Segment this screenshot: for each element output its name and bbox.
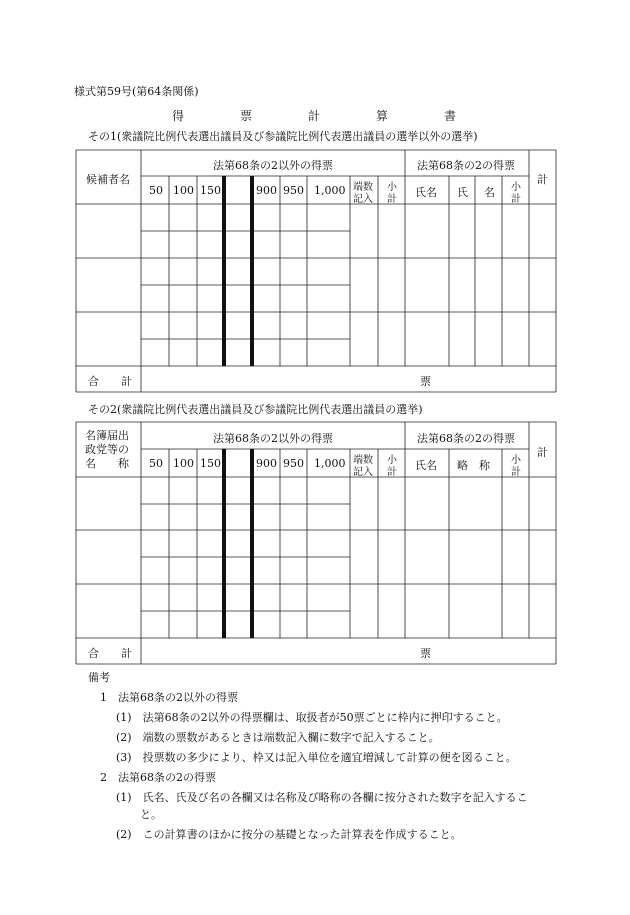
t2-col-b-subtotal-l2: 計 xyxy=(511,467,521,478)
t2-header-party-l3: 名 称 xyxy=(85,457,129,470)
note-2: 2 法第68条の2の得票 xyxy=(100,771,216,784)
t1-col-givenname: 名 xyxy=(484,186,495,199)
t2-col-950: 950 xyxy=(283,457,304,470)
t1-footer-label: 合 計 xyxy=(88,375,132,388)
t1-col-50: 50 xyxy=(149,184,163,197)
note-2-2: (2) この計算書のほかに按分の基礎となった計算表を作成すること。 xyxy=(116,828,462,841)
t1-col-surname: 氏 xyxy=(457,186,468,199)
t2-col-150: 150 xyxy=(200,457,221,470)
t1-col-900: 900 xyxy=(256,184,277,197)
t2-col-subtotal-l2: 計 xyxy=(387,467,397,478)
t2-col-fullname: 氏名 xyxy=(415,459,437,472)
t1-col-subtotal-l2: 計 xyxy=(387,194,397,205)
t1-header-group-b: 法第68条の2の得票 xyxy=(417,159,515,172)
t1-col-fullname: 氏名 xyxy=(415,186,437,199)
t2-header-party-l1: 名簿届出 xyxy=(85,429,129,442)
t1-col-fraction-l1: 端数 xyxy=(353,182,373,193)
section2-caption: その2(衆議院比例代表選出議員及び参議院比例代表選出議員の選挙) xyxy=(88,403,423,416)
note-2-1: (1) 氏名、氏及び名の各欄又は名称及び略称の各欄に按分された数字を記入するこ xyxy=(116,791,528,804)
t2-col-fraction-l2: 記入 xyxy=(353,467,373,478)
t1-col-150: 150 xyxy=(200,184,221,197)
t2-footer-unit: 票 xyxy=(420,647,431,660)
t2-col-100: 100 xyxy=(173,457,194,470)
note-1-3: (3) 投票数の多少により、枠又は記入単位を適宜増減して計算の便を図ること。 xyxy=(116,751,517,764)
t2-footer-label: 合 計 xyxy=(88,647,132,660)
document-title: 得 票 計 算 書 xyxy=(171,109,478,123)
t1-col-100: 100 xyxy=(173,184,194,197)
t2-header-group-b: 法第68条の2の得票 xyxy=(417,432,515,445)
t2-col-fraction-l1: 端数 xyxy=(353,455,373,466)
t2-col-1000: 1,000 xyxy=(314,457,346,470)
t1-col-fraction-l2: 記入 xyxy=(353,194,373,205)
t1-header-candidate: 候補者名 xyxy=(86,173,130,186)
t1-col-b-subtotal-l2: 計 xyxy=(511,194,521,205)
notes-heading: 備考 xyxy=(88,671,110,684)
t2-col-b-subtotal-l1: 小 xyxy=(511,455,521,466)
t1-col-subtotal-l1: 小 xyxy=(387,182,397,193)
t1-col-1000: 1,000 xyxy=(314,184,346,197)
t2-col-900: 900 xyxy=(256,457,277,470)
note-1-2: (2) 端数の票数があるときは端数記入欄に数字で記入すること。 xyxy=(116,731,440,744)
t1-col-b-subtotal-l1: 小 xyxy=(511,182,521,193)
t2-col-subtotal-l1: 小 xyxy=(387,455,397,466)
note-1-1: (1) 法第68条の2以外の得票欄は、取扱者が50票ごとに枠内に押印すること。 xyxy=(116,711,508,724)
t2-header-group-a: 法第68条の2以外の得票 xyxy=(213,432,333,445)
form-number: 様式第59号(第64条関係) xyxy=(74,85,199,98)
section1-caption: その1(衆議院比例代表選出議員及び参議院比例代表選出議員の選挙以外の選挙) xyxy=(88,130,478,143)
t2-col-abbrev: 略 称 xyxy=(457,459,490,472)
t1-header-total: 計 xyxy=(537,173,548,186)
note-2-1-cont: と。 xyxy=(140,808,162,821)
t1-footer-unit: 票 xyxy=(420,375,431,388)
t2-header-total: 計 xyxy=(537,446,548,459)
t1-col-950: 950 xyxy=(283,184,304,197)
t1-header-group-a: 法第68条の2以外の得票 xyxy=(213,159,333,172)
t2-col-50: 50 xyxy=(149,457,163,470)
t2-header-party-l2: 政党等の xyxy=(85,443,129,456)
note-1: 1 法第68条の2以外の得票 xyxy=(100,691,238,704)
